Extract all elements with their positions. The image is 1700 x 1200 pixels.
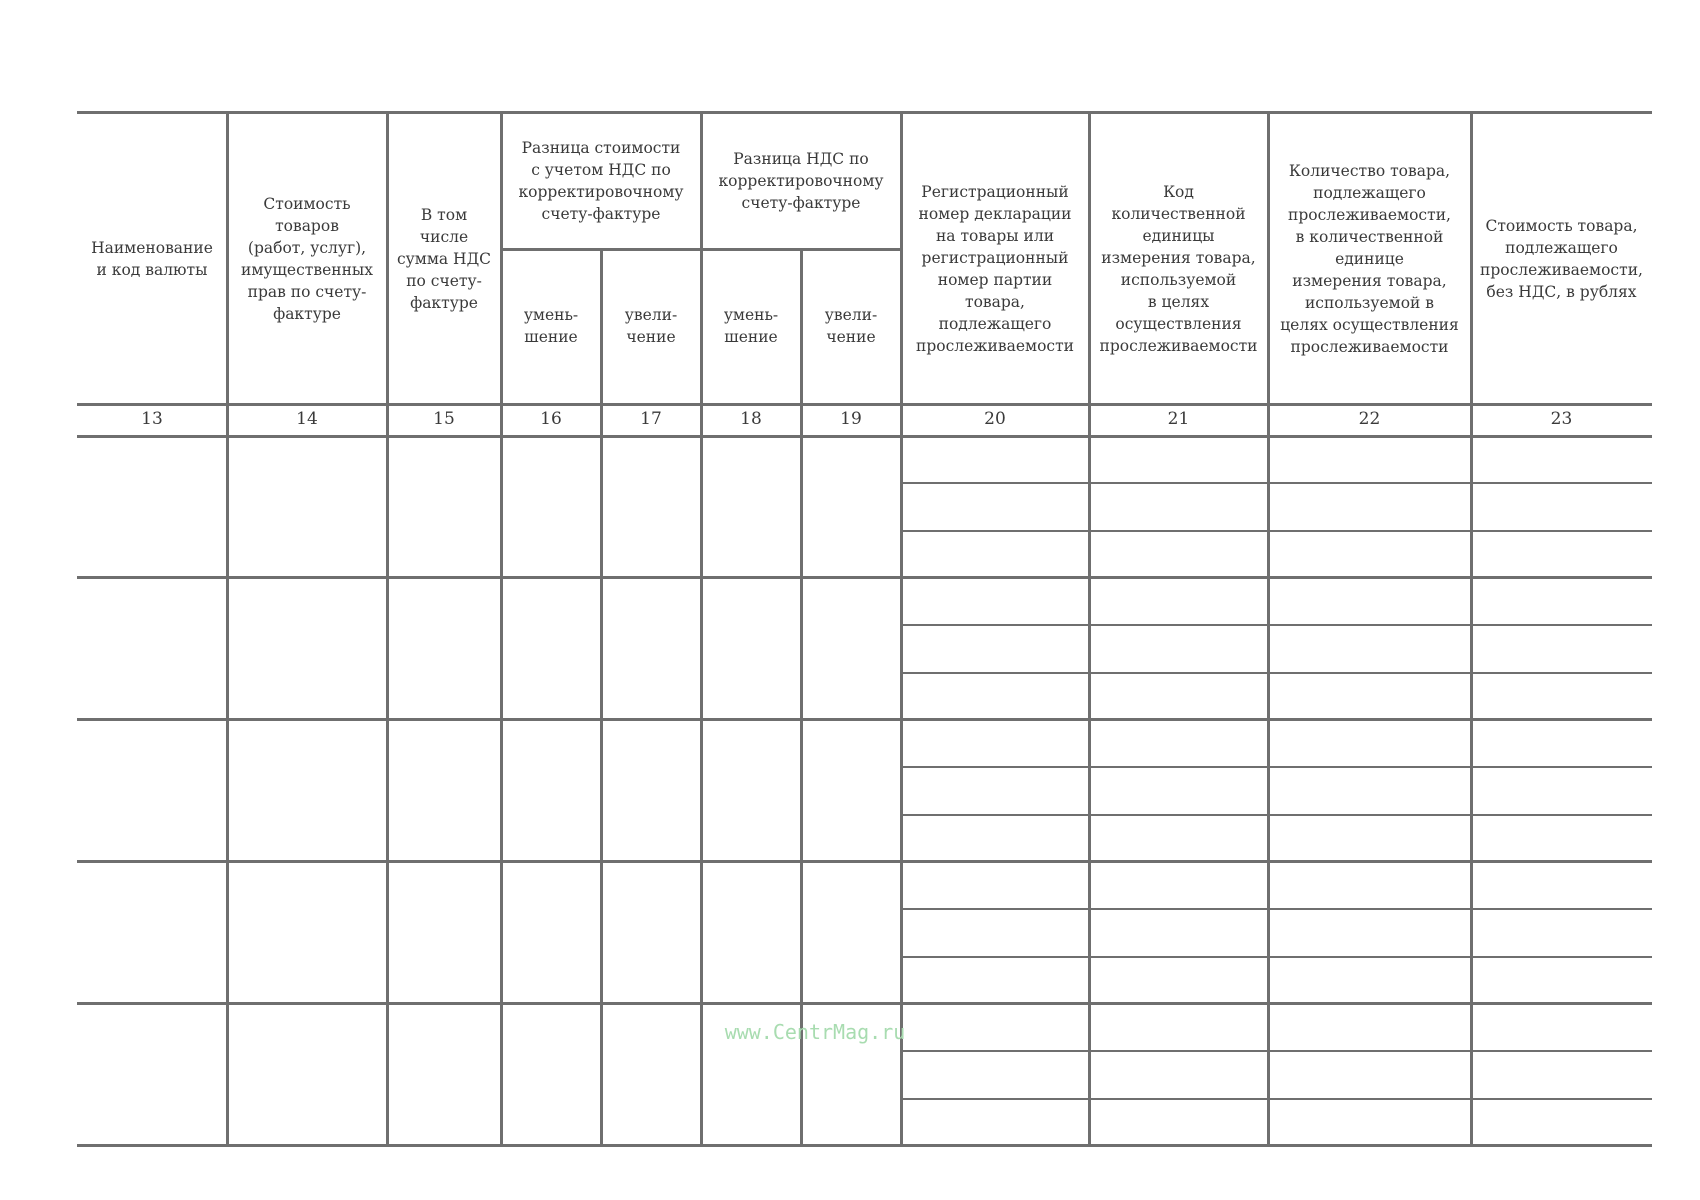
table-cell[interactable] [1089, 908, 1268, 955]
table-cell[interactable] [77, 1003, 227, 1145]
table-cell[interactable] [801, 435, 901, 577]
subrow-divider [901, 624, 1652, 626]
table-cell[interactable] [901, 956, 1089, 1003]
watermark: www.CentrMag.ru [724, 1020, 906, 1044]
invoice-form-table [77, 111, 1652, 1147]
column-separator [700, 111, 703, 1145]
column-separator [800, 248, 803, 1145]
column-separator [900, 111, 903, 1145]
table-cell[interactable] [387, 577, 501, 719]
header-currency-name-code: Наименование и код валюты [91, 238, 213, 279]
row-rule [77, 576, 1652, 579]
table-cell[interactable] [387, 435, 501, 577]
table-cell[interactable] [1089, 1003, 1268, 1050]
table-cell[interactable] [801, 861, 901, 1003]
table-cell[interactable] [701, 861, 801, 1003]
table-cell[interactable] [1471, 435, 1652, 482]
table-cell[interactable] [901, 1098, 1089, 1145]
table-cell[interactable] [1268, 814, 1471, 861]
header-cost-decrease: умень- шение [523, 305, 579, 346]
table-cell[interactable] [1089, 814, 1268, 861]
table-cell[interactable] [1089, 861, 1268, 908]
header-vat-decrease: умень- шение [723, 305, 779, 346]
table-cell[interactable] [1471, 1098, 1652, 1145]
table-cell[interactable] [1471, 861, 1652, 908]
table-cell[interactable] [1089, 766, 1268, 813]
table-cell[interactable] [1268, 956, 1471, 1003]
table-cell[interactable] [501, 435, 601, 577]
column-separator [226, 111, 229, 1145]
table-cell[interactable] [901, 672, 1089, 719]
table-cell[interactable] [801, 719, 901, 861]
column-number-17: 17 [640, 409, 662, 429]
table-cell[interactable] [1089, 530, 1268, 577]
table-cell[interactable] [227, 719, 387, 861]
table-cell[interactable] [501, 861, 601, 1003]
column-separator [500, 111, 503, 1145]
table-cell[interactable] [1089, 719, 1268, 766]
table-cell[interactable] [227, 861, 387, 1003]
table-cell[interactable] [901, 482, 1089, 529]
table-cell[interactable] [387, 1003, 501, 1145]
table-cell[interactable] [227, 577, 387, 719]
table-cell[interactable] [1089, 482, 1268, 529]
column-number-21: 21 [1167, 409, 1190, 429]
table-cell[interactable] [227, 1003, 387, 1145]
row-rule [77, 1002, 1652, 1005]
header-unit-code: Код количественной единицы измерения товара, используемой в целях осуществления прослеживаемости [1099, 182, 1258, 355]
table-cell[interactable] [901, 861, 1089, 908]
header-cost-difference-group: Разница стоимости с учетом НДС по корректировочному счету-фактуре [518, 139, 684, 223]
table-top-rule [77, 111, 1652, 114]
table-cell[interactable] [901, 1050, 1089, 1097]
subrow-divider [901, 672, 1652, 674]
table-cell[interactable] [601, 1003, 701, 1145]
column-number-23: 23 [1550, 409, 1573, 429]
table-cell[interactable] [801, 577, 901, 719]
table-cell[interactable] [1268, 624, 1471, 671]
header-registration-number: Регистрационный номер декларации на товары или регистрационный номер партии товара, подлежащего прослеживаемости [916, 182, 1074, 355]
table-cell[interactable] [501, 577, 601, 719]
subrow-divider [901, 814, 1652, 816]
table-cell[interactable] [1268, 1098, 1471, 1145]
header-vat-amount: В том числе сумма НДС по счету- фактуре [396, 205, 492, 312]
table-cell[interactable] [501, 1003, 601, 1145]
header-goods-cost: Стоимость товаров (работ, услуг), имущественных прав по счету- фактуре [241, 194, 373, 323]
table-cell[interactable] [701, 577, 801, 719]
table-cell[interactable] [1089, 1098, 1268, 1145]
table-cell[interactable] [701, 435, 801, 577]
table-cell[interactable] [1268, 482, 1471, 529]
table-cell[interactable] [1089, 1050, 1268, 1097]
column-separator [1088, 111, 1091, 1145]
table-cell[interactable] [1268, 719, 1471, 766]
header-cost-increase: увели- чение [624, 305, 678, 346]
table-cell[interactable] [1268, 1050, 1471, 1097]
subrow-divider [901, 482, 1652, 484]
subrow-divider [901, 530, 1652, 532]
subrow-divider [901, 1098, 1652, 1100]
table-cell[interactable] [1471, 1050, 1652, 1097]
column-number-19: 19 [840, 409, 862, 429]
table-cell[interactable] [1471, 719, 1652, 766]
table-cell[interactable] [1268, 577, 1471, 624]
table-cell[interactable] [387, 719, 501, 861]
table-cell[interactable] [77, 719, 227, 861]
header-vat-difference-group: Разница НДС по корректировочному счету-фактуре [718, 150, 884, 212]
table-cell[interactable] [1471, 672, 1652, 719]
table-cell[interactable] [77, 861, 227, 1003]
table-cell[interactable] [1471, 766, 1652, 813]
table-cell[interactable] [1471, 908, 1652, 955]
column-number-13: 13 [141, 409, 163, 429]
table-cell[interactable] [1471, 577, 1652, 624]
table-cell[interactable] [1089, 577, 1268, 624]
table-cell[interactable] [1268, 530, 1471, 577]
header-quantity: Количество товара, подлежащего прослеживаемости, в количественной единице измерения товара, используемой в целях осуществления прослеживаемости [1280, 161, 1459, 356]
header-vat-increase: увели- чение [824, 305, 878, 346]
table-cell[interactable] [1089, 624, 1268, 671]
table-cell[interactable] [1089, 672, 1268, 719]
table-cell[interactable] [901, 530, 1089, 577]
column-number-20: 20 [984, 409, 1006, 429]
table-cell[interactable] [1268, 1003, 1471, 1050]
table-cell[interactable] [601, 861, 701, 1003]
row-rule [77, 1144, 1652, 1147]
table-cell[interactable] [901, 577, 1089, 624]
subrow-divider [901, 908, 1652, 910]
table-cell[interactable] [77, 435, 227, 577]
row-rule [77, 718, 1652, 721]
column-separator [386, 111, 389, 1145]
header-traceable-cost: Стоимость товара, подлежащего прослеживаемости, без НДС, в рублях [1480, 216, 1643, 301]
table-cell[interactable] [387, 861, 501, 1003]
table-cell[interactable] [1089, 435, 1268, 482]
table-cell[interactable] [501, 719, 601, 861]
table-cell[interactable] [901, 766, 1089, 813]
table-cell[interactable] [77, 577, 227, 719]
table-cell[interactable] [1471, 624, 1652, 671]
table-cell[interactable] [1471, 814, 1652, 861]
table-cell[interactable] [1089, 956, 1268, 1003]
table-cell[interactable] [1268, 672, 1471, 719]
table-cell[interactable] [601, 435, 701, 577]
table-cell[interactable] [901, 624, 1089, 671]
table-cell[interactable] [901, 814, 1089, 861]
subrow-divider [901, 956, 1652, 958]
column-separator [1267, 111, 1270, 1145]
table-cell[interactable] [701, 719, 801, 861]
row-rule [77, 860, 1652, 863]
table-cell[interactable] [1268, 435, 1471, 482]
table-cell[interactable] [1471, 1003, 1652, 1050]
table-cell[interactable] [901, 719, 1089, 766]
column-number-22: 22 [1358, 409, 1381, 429]
table-cell[interactable] [1471, 956, 1652, 1003]
table-cell[interactable] [1471, 482, 1652, 529]
column-separator [1470, 111, 1473, 1145]
table-cell[interactable] [901, 435, 1089, 482]
column-separator [600, 248, 603, 1145]
table-cell[interactable] [227, 435, 387, 577]
column-number-18: 18 [740, 409, 762, 429]
header-bottom-rule [77, 403, 1652, 406]
subrow-divider [901, 1050, 1652, 1052]
column-number-16: 16 [540, 409, 562, 429]
table-cell[interactable] [1268, 908, 1471, 955]
table-cell[interactable] [1268, 861, 1471, 908]
table-cell[interactable] [601, 719, 701, 861]
table-cell[interactable] [1471, 530, 1652, 577]
column-number-15: 15 [433, 409, 455, 429]
column-number-14: 14 [296, 409, 318, 429]
subrow-divider [901, 766, 1652, 768]
table-cell[interactable] [1268, 766, 1471, 813]
table-cell[interactable] [601, 577, 701, 719]
table-cell[interactable] [901, 908, 1089, 955]
